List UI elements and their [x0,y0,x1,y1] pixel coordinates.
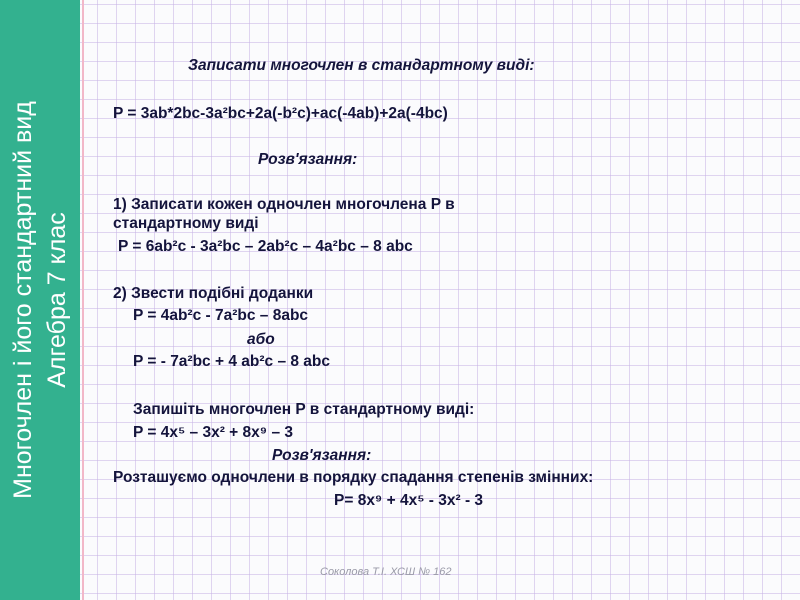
step1-heading-line2: стандартному виді [113,215,259,232]
sidebar [0,0,80,600]
task-expression: P = 3ab*2bc-3a²bc+2a(-b²c)+ac(-4ab)+2a(-4bc) [113,105,448,122]
task2-title: Запишіть многочлен P в стандартному виді: [133,401,475,418]
task2-instruction: Розташуємо одночлени в порядку спадання степенів змінних: [113,469,594,486]
sidebar-title [6,101,74,499]
sidebar-title-line1: Многочлен і його стандартний вид [9,101,37,499]
or-label: або [247,331,275,348]
margin-line [82,0,84,600]
sidebar-title-line2: Алгебра 7 клас [43,212,71,388]
solution-heading: Розв'язання: [258,151,358,168]
step2-result-2: P = - 7a²bc + 4 ab²c – 8 abc [133,353,331,370]
step1-result: P = 6ab²c - 3a²bc – 2ab²c – 4a²bc – 8 abc [118,238,413,255]
task2-result: P= 8x⁹ + 4x⁵ - 3x² - 3 [334,492,484,509]
footer-author: Соколова Т.І. ХСШ № 162 [320,566,452,578]
step2-heading: 2) Звести подібні доданки [113,285,314,302]
step1-heading-line1: 1) Записати кожен одночлен многочлена P в [113,196,455,213]
task2-expression: P = 4x⁵ – 3x² + 8x⁹ – 3 [133,424,293,441]
task-title: Записати многочлен в стандартному виді: [188,57,535,74]
solution2-heading: Розв'язання: [272,447,372,464]
step2-result-1: P = 4ab²c - 7a²bc – 8abc [133,307,309,324]
